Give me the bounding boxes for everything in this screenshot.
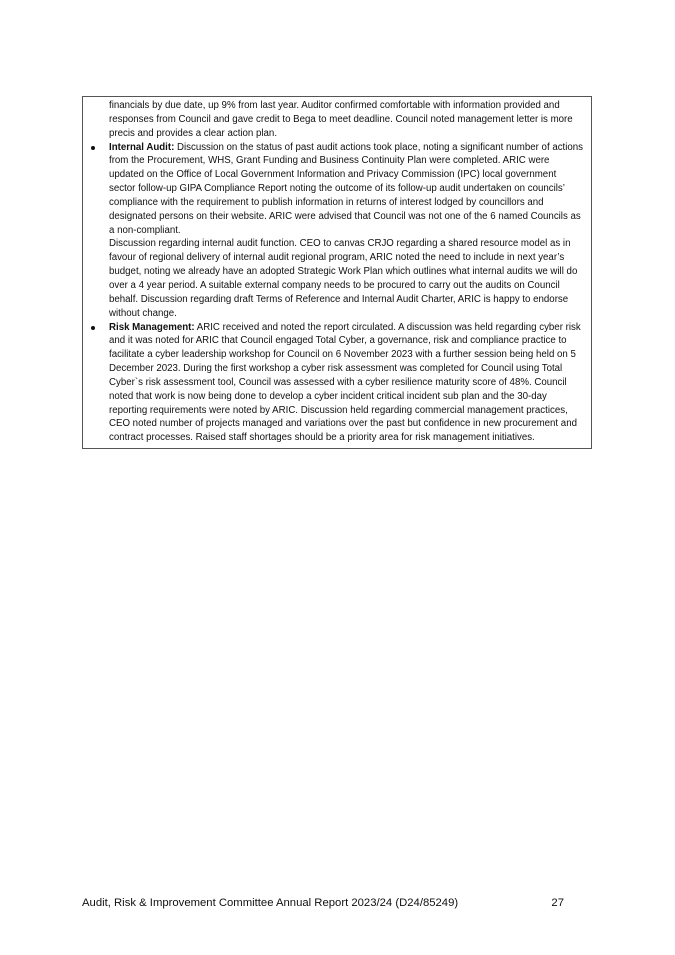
internal-audit-extra-paragraph: Discussion regarding internal audit function. CEO to canvas CRJO regarding a shared resource model as in favour of regional delivery of internal audit regional program, ARIC noted the need to include in next year’s budget, noting we already have an adopted Strategic Work Plan which outlines what internal audits we will do over a 4 year period. A suitable external company needs to be procured to carry out the audits on Council behalf. Discussion regarding draft Terms of Reference and Internal Audit Charter, ARIC is happy to endorse without change. xyxy=(109,238,578,319)
internal-audit-text: Discussion on the status of past audit actions took place, noting a significant number of actions from the Procurement, WHS, Grant Funding and Business Continuity Plan were completed. ARIC were updated on the Office of Local Government Information and Privacy Commission (IPC) local government sector follow-up GIPA Compliance Report noting the outcome of its follow-up audit undertaken on councils’ compliance with the requirement to publish information in returns of interest lodged by councillors and designated persons on their website. ARIC were advised that Council was not one of the 6 named Councils as a non-compliant. xyxy=(109,141,584,236)
internal-audit-paragraph xyxy=(109,141,585,238)
page-number: 27 xyxy=(551,897,564,909)
list-item-risk-management xyxy=(109,321,585,446)
bullet-icon xyxy=(91,326,95,330)
internal-audit-heading: Internal Audit: xyxy=(109,141,175,153)
list-item-internal-audit xyxy=(109,141,585,321)
risk-management-paragraph xyxy=(109,321,585,446)
risk-management-heading: Risk Management: xyxy=(109,321,195,333)
meeting-notes-box xyxy=(82,96,592,449)
risk-management-text: ARIC received and noted the report circulated. A discussion was held regarding cyber risk and it was noted for ARIC that Council engaged Total Cyber, a governance, risk and compliance practice to facilitate a cyber leadership workshop for Council on 6 November 2023 with a further session being held on 5 December 2023. During the first workshop a cyber risk assessment was completed for Council using Total Cyber`s risk assessment tool, Council was assessed with a cyber resilience maturity score of 48%. Council noted that work is now being done to develop a cyber incident critical incident sub plan and the 30-day reporting requirements were noted by ARIC. Discussion held regarding commercial management practices, CEO noted number of projects managed and variations over the past but confidence in new procurement and contract processes. Raised staff shortages should be a priority area for risk management initiatives. xyxy=(109,321,581,444)
bullet-icon xyxy=(91,146,95,150)
page-footer xyxy=(82,897,564,909)
footer-title: Audit, Risk & Improvement Committee Annual Report 2023/24 (D24/85249) xyxy=(82,897,459,909)
continuation-paragraph: financials by due date, up 9% from last year. Auditor confirmed comfortable with information provided and responses from Council and gave credit to Bega to meet deadline. Council noted management letter is more precis and provides a clear action plan. xyxy=(109,100,573,139)
